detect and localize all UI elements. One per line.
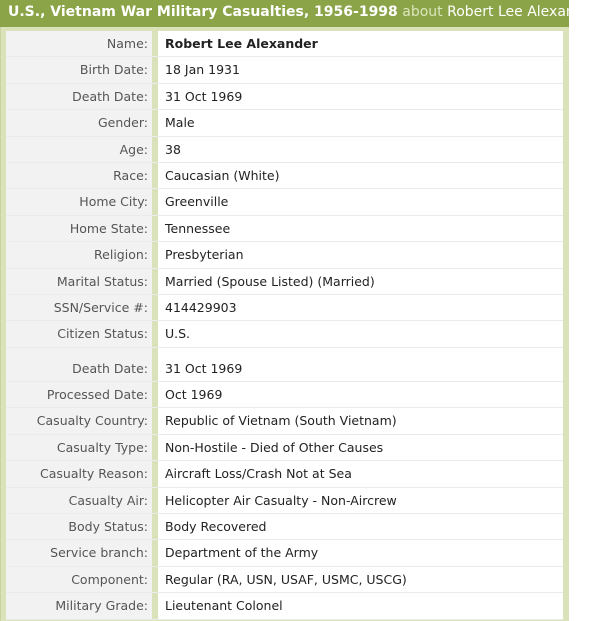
record-table xyxy=(6,31,563,620)
field-value: Caucasian (White) xyxy=(158,163,563,188)
row-military-grade xyxy=(6,593,563,619)
field-label: Gender: xyxy=(6,110,152,135)
field-value: Non-Hostile - Died of Other Causes xyxy=(158,435,563,460)
collection-title[interactable]: U.S., Vietnam War Military Casualties, 1956-1998 xyxy=(8,4,398,20)
field-value: Presbyterian xyxy=(158,242,563,267)
field-value: Robert Lee Alexander xyxy=(158,31,563,56)
row-ssn xyxy=(6,295,563,321)
field-value: Regular (RA, USN, USAF, USMC, USCG) xyxy=(158,567,563,592)
row-birth-date xyxy=(6,57,563,83)
field-label: Death Date: xyxy=(6,356,152,381)
row-casualty-type xyxy=(6,435,563,461)
record-header xyxy=(0,0,598,27)
field-value: Helicopter Air Casualty - Non-Aircrew xyxy=(158,488,563,513)
field-value: Department of the Army xyxy=(158,540,563,565)
field-label: Casualty Country: xyxy=(6,408,152,433)
row-race xyxy=(6,163,563,189)
row-casualty-air xyxy=(6,488,563,514)
field-value: U.S. xyxy=(158,321,563,346)
row-gender xyxy=(6,110,563,136)
field-value: 414429903 xyxy=(158,295,563,320)
field-value: 38 xyxy=(158,137,563,162)
field-value: Republic of Vietnam (South Vietnam) xyxy=(158,408,563,433)
field-value: 31 Oct 1969 xyxy=(158,84,563,109)
row-component xyxy=(6,567,563,593)
row-body-status xyxy=(6,514,563,540)
field-label: Processed Date: xyxy=(6,382,152,407)
field-value: Lieutenant Colonel xyxy=(158,593,563,618)
field-label: Component: xyxy=(6,567,152,592)
row-citizen-status xyxy=(6,321,563,347)
row-home-state xyxy=(6,216,563,242)
field-label: Casualty Air: xyxy=(6,488,152,513)
field-value: Married (Spouse Listed) (Married) xyxy=(158,269,563,294)
field-value: Body Recovered xyxy=(158,514,563,539)
field-value: Tennessee xyxy=(158,216,563,241)
field-label: Home State: xyxy=(6,216,152,241)
row-casualty-reason xyxy=(6,461,563,487)
field-label: Home City: xyxy=(6,189,152,214)
field-label: Casualty Reason: xyxy=(6,461,152,486)
field-label: Military Grade: xyxy=(6,593,152,618)
field-label: Casualty Type: xyxy=(6,435,152,460)
field-label: Religion: xyxy=(6,242,152,267)
row-service-branch xyxy=(6,540,563,566)
row-death-date xyxy=(6,84,563,110)
row-casualty-death-date xyxy=(6,356,563,382)
field-label: Citizen Status: xyxy=(6,321,152,346)
row-processed-date xyxy=(6,382,563,408)
field-label: SSN/Service #: xyxy=(6,295,152,320)
field-label: Marital Status: xyxy=(6,269,152,294)
field-label: Birth Date: xyxy=(6,57,152,82)
row-religion xyxy=(6,242,563,268)
field-value: 18 Jan 1931 xyxy=(158,57,563,82)
person-name-link[interactable]: Robert Lee Alexander xyxy=(447,4,598,20)
row-age xyxy=(6,137,563,163)
field-value: Aircraft Loss/Crash Not at Sea xyxy=(158,461,563,486)
row-home-city xyxy=(6,189,563,215)
field-value: Greenville xyxy=(158,189,563,214)
field-label: Age: xyxy=(6,137,152,162)
field-label: Service branch: xyxy=(6,540,152,565)
field-label: Name: xyxy=(6,31,152,56)
field-label: Race: xyxy=(6,163,152,188)
row-casualty-country xyxy=(6,408,563,434)
row-marital-status xyxy=(6,269,563,295)
section-divider xyxy=(6,348,563,356)
about-text: about xyxy=(402,4,443,20)
field-value: 31 Oct 1969 xyxy=(158,356,563,381)
field-value: Male xyxy=(158,110,563,135)
field-label: Body Status: xyxy=(6,514,152,539)
field-value: Oct 1969 xyxy=(158,382,563,407)
row-name xyxy=(6,31,563,57)
field-label: Death Date: xyxy=(6,84,152,109)
